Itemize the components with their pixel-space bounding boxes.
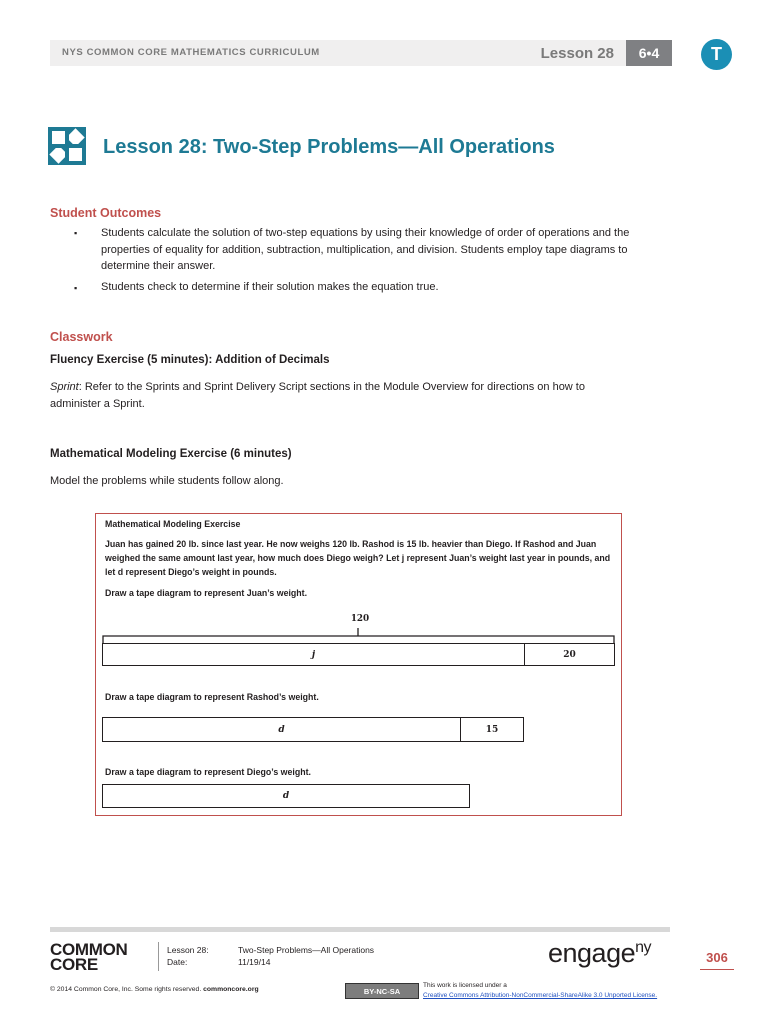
exercise-problem (105, 537, 615, 579)
bullet-icon: ▪ (74, 283, 78, 293)
fluency-heading: Fluency Exercise (5 minutes): Addition of Decimals (50, 354, 330, 366)
teacher-badge: T (701, 39, 732, 70)
prompt-rashod: Draw a tape diagram to represent Rashod’s weight. (105, 692, 319, 702)
copyright-site: commoncore.org (203, 986, 259, 993)
problem-line: let d represent Diego’s weight in pounds. (105, 567, 277, 577)
juan-total-brace (102, 624, 616, 644)
sprint-text: administer a Sprint. (50, 397, 145, 410)
outcome-1 (101, 225, 681, 275)
brand-sup: ny (635, 939, 652, 956)
grade-module-badge: 6•4 (626, 40, 672, 66)
tape-segment-20: 20 (524, 643, 615, 666)
copyright (50, 986, 259, 993)
exercise-title: Mathematical Modeling Exercise (105, 519, 241, 529)
tape-segment-diego-d: d (102, 784, 470, 808)
outcome-1-line: determine their answer. (101, 260, 216, 272)
copyright-text: © 2014 Common Core, Inc. Some rights reserved. (50, 986, 204, 993)
footer-divider (158, 942, 159, 971)
curriculum-label: NYS COMMON CORE MATHEMATICS CURRICULUM (62, 47, 320, 58)
lesson-icon (48, 127, 86, 165)
juan-total-label: 120 (350, 614, 370, 624)
footer-lesson-label: Lesson 28: (167, 945, 209, 955)
tape-segment-j: j (102, 643, 525, 666)
sprint-paragraph (50, 379, 650, 412)
outcome-1-line: Students calculate the solution of two-step equations by using their knowledge of order of operations and the (101, 227, 630, 239)
classwork-heading: Classwork (50, 330, 113, 344)
license-text (423, 981, 657, 1001)
cc-license-icon: BY-NC-SA (345, 983, 419, 999)
license-line: This work is licensed under a (423, 982, 507, 989)
student-outcomes-heading: Student Outcomes (50, 206, 162, 220)
lesson-label: Lesson 28 (500, 40, 622, 66)
sprint-text: : Refer to the Sprints and Sprint Delivery Script sections in the Module Overview for directions on how to (78, 381, 585, 393)
prompt-juan: Draw a tape diagram to represent Juan’s weight. (105, 588, 308, 598)
footer-values (238, 944, 374, 968)
brand-text: engage (548, 938, 636, 968)
logo-line: CORE (50, 955, 98, 974)
problem-line: Juan has gained 20 lb. since last year. He now weighs 120 lb. Rashod is 15 lb. heavier than Diego. If Rashod and Juan (105, 539, 597, 549)
footer-labels (167, 944, 209, 968)
footer-lesson-value: Two-Step Problems—All Operations (238, 945, 375, 955)
modeling-text: Model the problems while students follow along. (50, 475, 284, 487)
license-link[interactable]: Creative Commons Attribution-NonCommercial-ShareAlike 3.0 Unported License. (423, 992, 658, 999)
footer-date-value: 11/19/14 (238, 957, 271, 967)
outcome-2: Students check to determine if their solution makes the equation true. (101, 281, 439, 293)
modeling-heading: Mathematical Modeling Exercise (6 minutes) (50, 448, 292, 460)
common-core-logo (50, 942, 128, 972)
engageny-logo (548, 938, 651, 969)
sprint-label: Sprint (50, 381, 79, 393)
bullet-icon: ▪ (74, 228, 78, 238)
footer-date-label: Date: (167, 957, 188, 967)
tape-segment-d: d (102, 717, 461, 742)
logo-line: COMMON (50, 940, 128, 959)
outcome-1-line: properties of equality for addition, subtraction, multiplication, and division. Students employ tape diagrams to (101, 243, 628, 256)
page-number: 306 (700, 950, 734, 970)
footer-rule (50, 927, 670, 932)
prompt-diego: Draw a tape diagram to represent Diego’s weight. (105, 767, 311, 777)
page-title: Lesson 28: Two-Step Problems—All Operations (103, 136, 555, 158)
tape-segment-15: 15 (460, 717, 524, 742)
problem-line: weighed the same amount last year, how much does Diego weigh? Let j represent Juan’s weight last year in pounds, and (105, 553, 611, 563)
